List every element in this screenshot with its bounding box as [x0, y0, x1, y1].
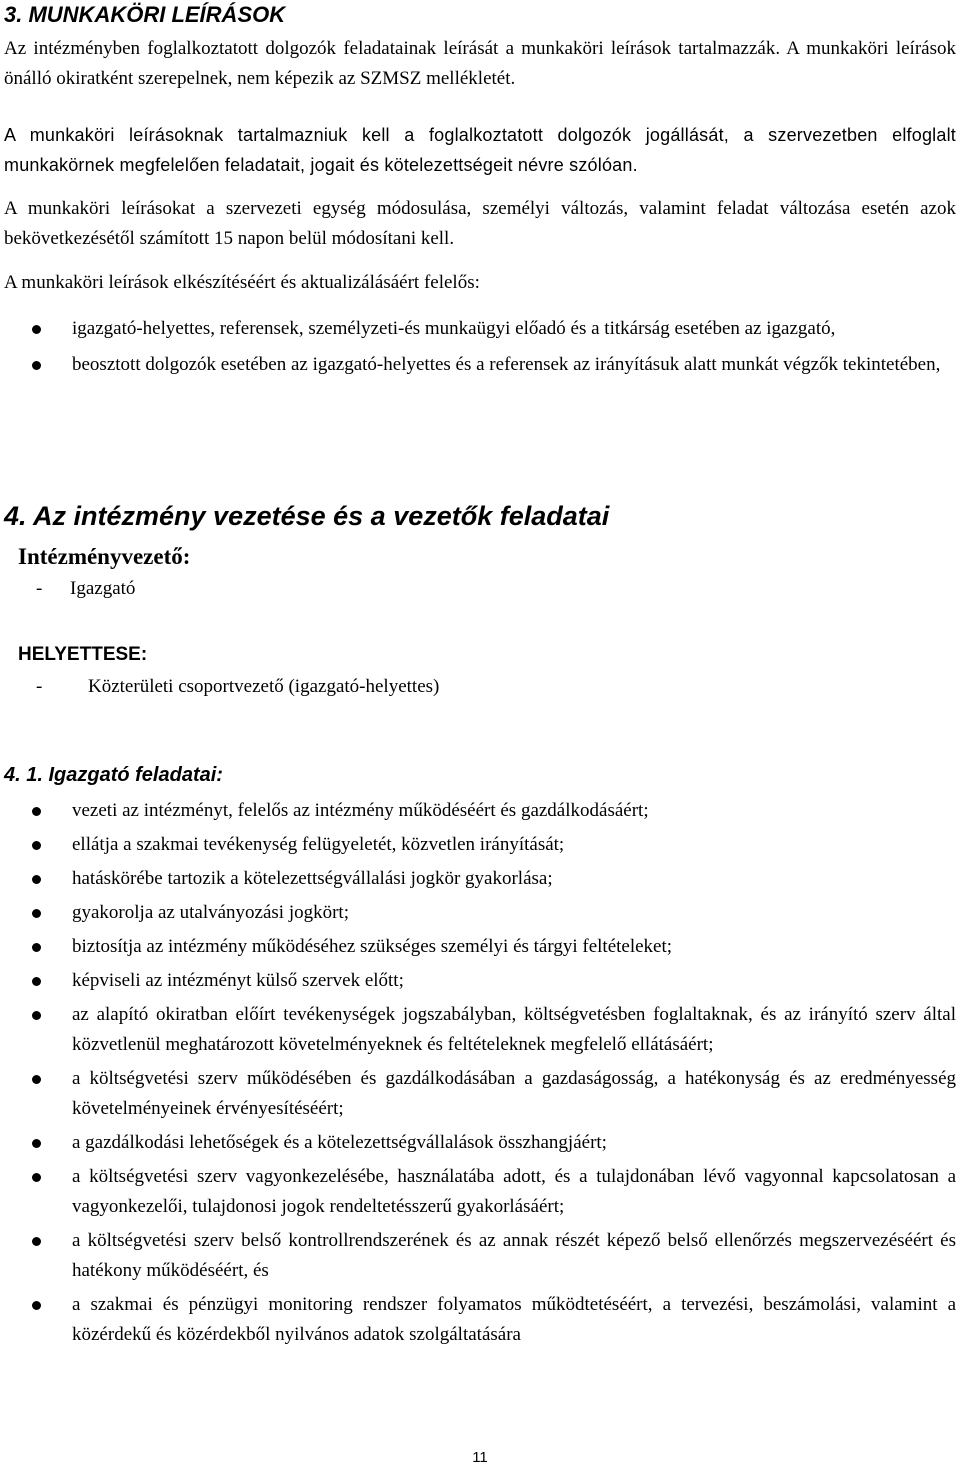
list-item [0, 966, 960, 996]
list-item-text: a költségvetési szerv belső kontrollrendszerének és az annak részét képező belső ellenőrzés megszervezéséért és hatékony működéséért, és [72, 1230, 956, 1281]
list-item-text: biztosítja az intézmény működéséhez szükséges személyi és tárgyi feltételeket; [72, 936, 673, 957]
list-item [0, 314, 960, 344]
bullet-icon [32, 841, 41, 850]
bullet-icon [32, 1173, 41, 1182]
section-3-heading: 3. MUNKAKÖRI LEÍRÁSOK [4, 2, 286, 27]
bullet-icon [32, 1237, 41, 1246]
list-item [0, 1290, 960, 1350]
list-item-text: ellátja a szakmai tevékenység felügyeletét, közvetlen irányítását; [72, 834, 565, 855]
list-item-text: a költségvetési szerv vagyonkezelésébe, használatába adott, és a tulajdonában lévő vagyonnal kapcsolatosan a vagyonkezelői, tulajdonosi jogok rendeltetésszerű gyakorlásáért; [72, 1166, 956, 1217]
list-item [0, 1226, 960, 1286]
bullet-icon [32, 943, 41, 952]
list-item-text: a szakmai és pénzügyi monitoring rendszer folyamatos működtetéséért, a tervezési, beszámolási, valamint a közérdekű és közérdekből nyilvános adatok szolgáltatására [72, 1294, 956, 1345]
list-item [0, 864, 960, 894]
dash-marker: - [36, 676, 43, 697]
bullet-icon [32, 325, 41, 334]
list-item-text: gyakorolja az utalványozási jogkört; [72, 902, 349, 923]
list-item [0, 1064, 960, 1124]
page-number: 11 [472, 1449, 488, 1466]
dash-marker: - [36, 578, 43, 599]
bullet-icon [32, 909, 41, 918]
list-item [0, 350, 960, 380]
responsibles-list [0, 314, 960, 380]
section-4-1-heading: 4. 1. Igazgató feladatai: [4, 764, 223, 786]
head-role-label: Intézményvezető: [18, 544, 191, 569]
section-3-paragraph-2: A munkaköri leírásoknak tartalmazniuk kell a foglalkoztatott dolgozók jogállását, a szervezetben elfoglalt munkakörnek megfelelően feladatait, jogait és kötelezettségeit névre szólóan. [4, 125, 956, 175]
bullet-icon [32, 1075, 41, 1084]
bullet-icon [32, 1301, 41, 1310]
list-item [0, 1162, 960, 1222]
list-item-text: a költségvetési szerv működésében és gazdálkodásában a gazdaságosság, a hatékonyság és az eredményesség követelményeinek érvényesítéséért; [72, 1068, 956, 1119]
list-item [0, 796, 960, 826]
director-duties-list [0, 796, 960, 1350]
list-item [0, 932, 960, 962]
bullet-icon [32, 361, 41, 370]
list-item [0, 1128, 960, 1158]
section-3-paragraph-4: A munkaköri leírások elkészítéséért és aktualizálásáért felelős: [4, 272, 480, 293]
section-3-paragraph-1: Az intézményben foglalkoztatott dolgozók feladatainak leírását a munkaköri leírások tartalmazzák. A munkaköri leírások önálló okiratként szerepelnek, nem képezik az SZMSZ mellékletét. [4, 38, 956, 89]
deputy-role-item-text: Közterületi csoportvezető (igazgató-helyettes) [88, 676, 440, 697]
head-role-item [36, 574, 135, 604]
deputy-role-item [36, 672, 439, 702]
bullet-icon [32, 875, 41, 884]
bullet-icon [32, 807, 41, 816]
list-item-text: vezeti az intézményt, felelős az intézmény működéséért és gazdálkodásáért; [72, 800, 649, 821]
list-item-text: igazgató-helyettes, referensek, személyzeti-és munkaügyi előadó és a titkárság esetében az igazgató, [72, 318, 836, 339]
list-item-text: a gazdálkodási lehetőségek és a kötelezettségvállalások összhangjáért; [72, 1132, 607, 1153]
bullet-icon [32, 977, 41, 986]
deputy-role-label: HELYETTESE: [18, 644, 148, 665]
bullet-icon [32, 1139, 41, 1148]
list-item [0, 830, 960, 860]
list-item-text: beosztott dolgozók esetében az igazgató-helyettes és a referensek az irányításuk alatt munkát végzők tekintetében, [72, 354, 941, 375]
bullet-icon [32, 1011, 41, 1020]
list-item [0, 898, 960, 928]
list-item-text: hatáskörébe tartozik a kötelezettségvállalási jogkör gyakorlása; [72, 868, 553, 889]
list-item [0, 1000, 960, 1060]
section-4-heading: 4. Az intézmény vezetése és a vezetők feladatai [4, 501, 610, 531]
head-role-item-text: Igazgató [70, 578, 136, 599]
list-item-text: az alapító okiratban előírt tevékenységek jogszabályban, költségvetésben foglaltaknak, és az irányító szerv által közvetlenül meghatározott követelményeknek és feltételeknek megfelelő ellátásáért; [72, 1004, 956, 1055]
list-item-text: képviseli az intézményt külső szervek előtt; [72, 970, 404, 991]
section-3-paragraph-3: A munkaköri leírásokat a szervezeti egység módosulása, személyi változás, valamint feladat változása esetén azok bekövetkezésétől számított 15 napon belül módosítani kell. [4, 198, 956, 249]
